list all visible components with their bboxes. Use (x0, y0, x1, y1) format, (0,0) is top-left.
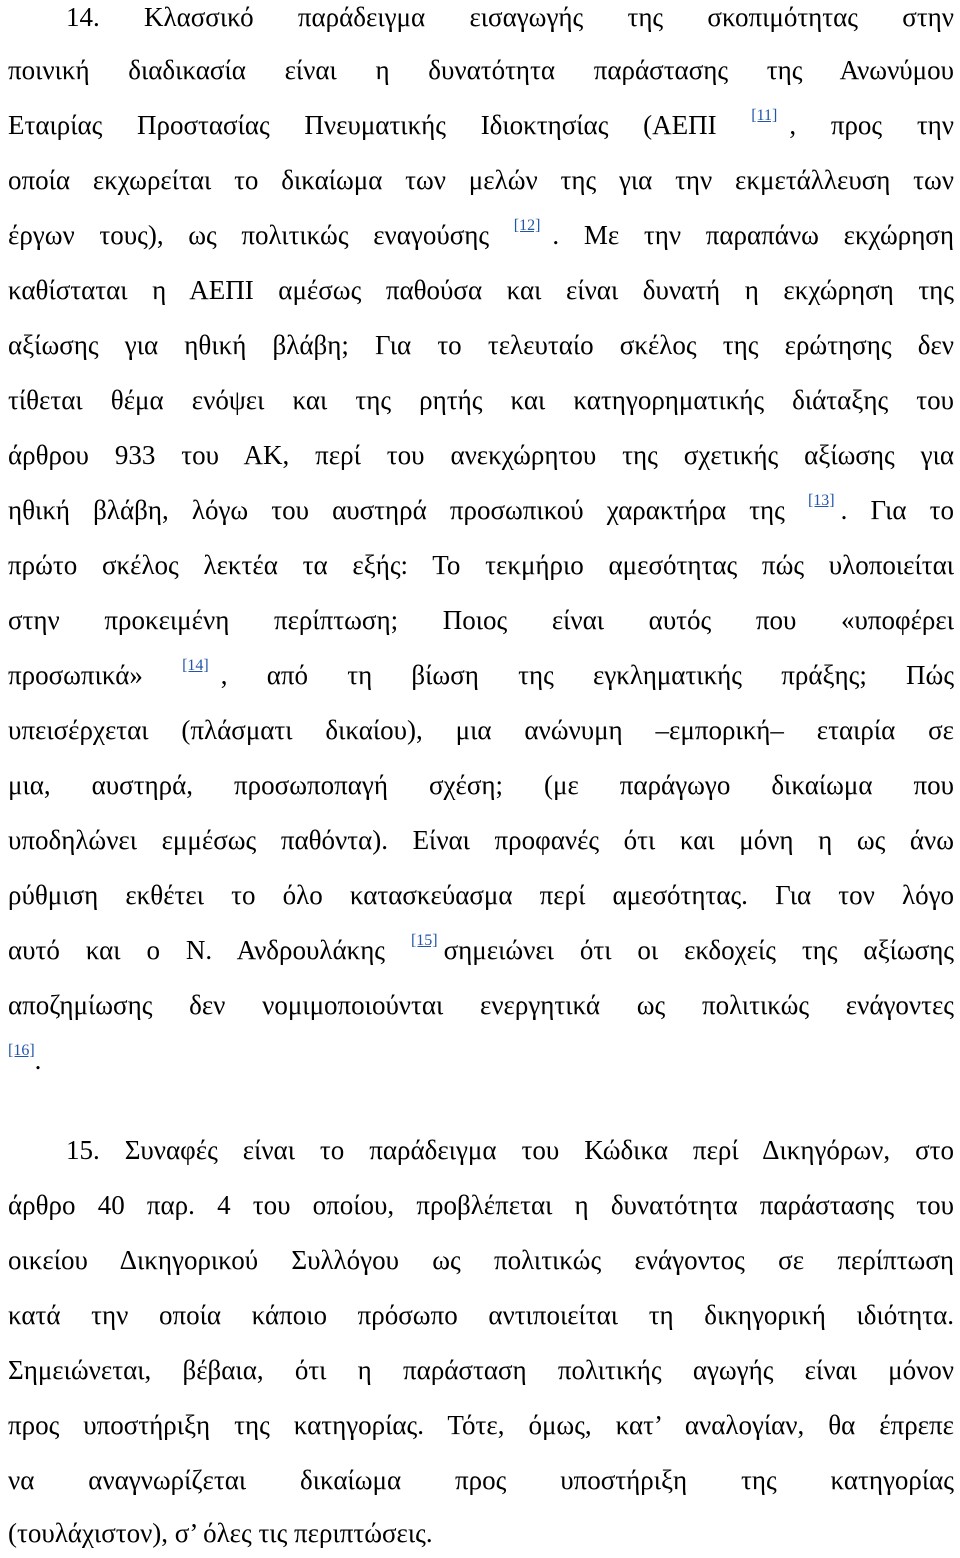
text: άρθρο 40 παρ. 4 του οποίου, προβλέπεται η δυνατότητα παράστασης του (8, 1190, 954, 1220)
paragraph-14-line-17 (8, 875, 954, 915)
paragraph-14-line-7 (8, 325, 954, 365)
text: οικείου Δικηγορικού Συλλόγου ως πολιτικώς ενάγοντος σε περίπτωση (8, 1245, 954, 1275)
paragraph-14-line-8 (8, 380, 954, 420)
paragraph-14-line-10 (8, 490, 954, 530)
paragraph-14-line-13 (8, 655, 954, 695)
text: αξίωσης για ηθική βλάβη; Για το τελευταίο σκέλος της ερώτησης δεν (8, 330, 954, 360)
paragraph-15-line-3 (8, 1240, 954, 1280)
text: υποδηλώνει εμμέσως παθόντα). Είναι προφανές ότι και μόνη η ως άνω (8, 825, 954, 855)
text: , από τη βίωση της εγκληματικής πράξης; Πώς (220, 660, 955, 690)
text: προσωπικά» (8, 660, 143, 690)
paragraph-14-line-16 (8, 820, 954, 860)
paragraph-15-line-8 (8, 1513, 954, 1553)
text: κατά την οποία κάποιο πρόσωπο αντιποιείται τη δικηγορική ιδιότητα. (8, 1300, 954, 1330)
text: άρθρου 933 του ΑΚ, περί του ανεκχώρητου της σχετικής αξίωσης για (8, 440, 954, 470)
text: . Για το (840, 495, 955, 525)
text: να αναγνωρίζεται δικαίωμα προς υποστήριξη της κατηγορίας (8, 1465, 954, 1495)
paragraph-14-line-4 (8, 160, 954, 200)
text: ηθική βλάβη, λόγω του αυστηρά προσωπικού χαρακτήρα της (8, 495, 785, 525)
paragraph-15-line-5 (8, 1350, 954, 1390)
text: 15. Συναφές είναι το παράδειγμα του Κώδικα περί Δικηγόρων, στο (66, 1135, 954, 1165)
text: στην προκειμένη περίπτωση; Ποιος είναι αυτός που «υποφέρει (8, 605, 954, 635)
text: οποία εκχωρείται το δικαίωμα των μελών της για την εκμετάλλευση των (8, 165, 954, 195)
text: προς υποστήριξη της κατηγορίας. Τότε, όμως, κατ’ αναλογίαν, θα έπρεπε (8, 1410, 954, 1440)
text: ρύθμιση εκθέτει το όλο κατασκεύασμα περί αμεσότητας. Για τον λόγο (8, 880, 954, 910)
paragraph-14-line-18 (8, 930, 954, 970)
paragraph-14-line-19 (8, 985, 954, 1025)
paragraph-14-line-9 (8, 435, 954, 475)
text: σημειώνει ότι οι εκδοχείς της αξίωσης (443, 935, 955, 965)
text: Εταιρίας Προστασίας Πνευματικής Ιδιοκτησίας (ΑΕΠΙ (8, 110, 717, 140)
text: (τουλάχιστον), σ’ όλες τις περιπτώσεις. (8, 1518, 433, 1548)
text: 14. Κλασσικό παράδειγμα εισαγωγής της σκοπιμότητας στην (66, 2, 954, 32)
text: πρώτο σκέλος λεκτέα τα εξής: Το τεκμήριο αμεσότητας πώς υλοποιείται (8, 550, 954, 580)
paragraph-15-line-2 (8, 1185, 954, 1225)
footnote-link-15[interactable]: [15] (410, 932, 438, 949)
footnote-link-13[interactable]: [13] (807, 492, 835, 509)
paragraph-14-line-15 (8, 765, 954, 805)
paragraph-14-line-11 (8, 545, 954, 585)
footnote-link-16[interactable]: [16] (8, 1042, 35, 1059)
text: , προς την (789, 110, 954, 140)
text: . Με την παραπάνω εκχώρηση (552, 220, 954, 250)
paragraph-14-line-12 (8, 600, 954, 640)
footnote-link-11[interactable]: [11] (751, 107, 778, 124)
footnote-link-12[interactable]: [12] (513, 217, 541, 234)
paragraph-15-line-4 (8, 1295, 954, 1335)
text: τίθεται θέμα ενόψει και της ρητής και κατηγορηματικής διάταξης του (8, 385, 954, 415)
text: . (34, 1045, 42, 1075)
text: καθίσταται η ΑΕΠΙ αμέσως παθούσα και είναι δυνατή η εκχώρηση της (8, 275, 954, 305)
text: Σημειώνεται, βέβαια, ότι η παράσταση πολιτικής αγωγής είναι μόνον (8, 1355, 954, 1385)
paragraph-14-line-1 (66, 0, 954, 37)
text: αυτό και ο Ν. Ανδρουλάκης (8, 935, 386, 965)
paragraph-14-line-3 (8, 105, 954, 145)
paragraph-14-line-6 (8, 270, 954, 310)
paragraph-15-line-7 (8, 1460, 954, 1500)
paragraph-14-line-14 (8, 710, 954, 750)
paragraph-15-line-6 (8, 1405, 954, 1445)
paragraph-14-line-2 (8, 50, 954, 90)
paragraph-14-line-20 (8, 1040, 954, 1080)
text: μια, αυστηρά, προσωποπαγή σχέση; (με παράγωγο δικαίωμα που (8, 770, 954, 800)
text: αποζημίωσης δεν νομιμοποιούνται ενεργητικά ως πολιτικώς ενάγοντες (8, 990, 954, 1020)
text: υπεισέρχεται (πλάσματι δικαίου), μια ανώνυμη –εμπορική– εταιρία σε (8, 715, 954, 745)
text: ποινική διαδικασία είναι η δυνατότητα παράστασης της Ανωνύμου (8, 55, 954, 85)
text: έργων τους), ως πολιτικώς εναγούσης (8, 220, 490, 250)
paragraph-15-line-1 (66, 1130, 954, 1170)
paragraph-14-line-5 (8, 215, 954, 255)
footnote-link-14[interactable]: [14] (182, 657, 209, 674)
